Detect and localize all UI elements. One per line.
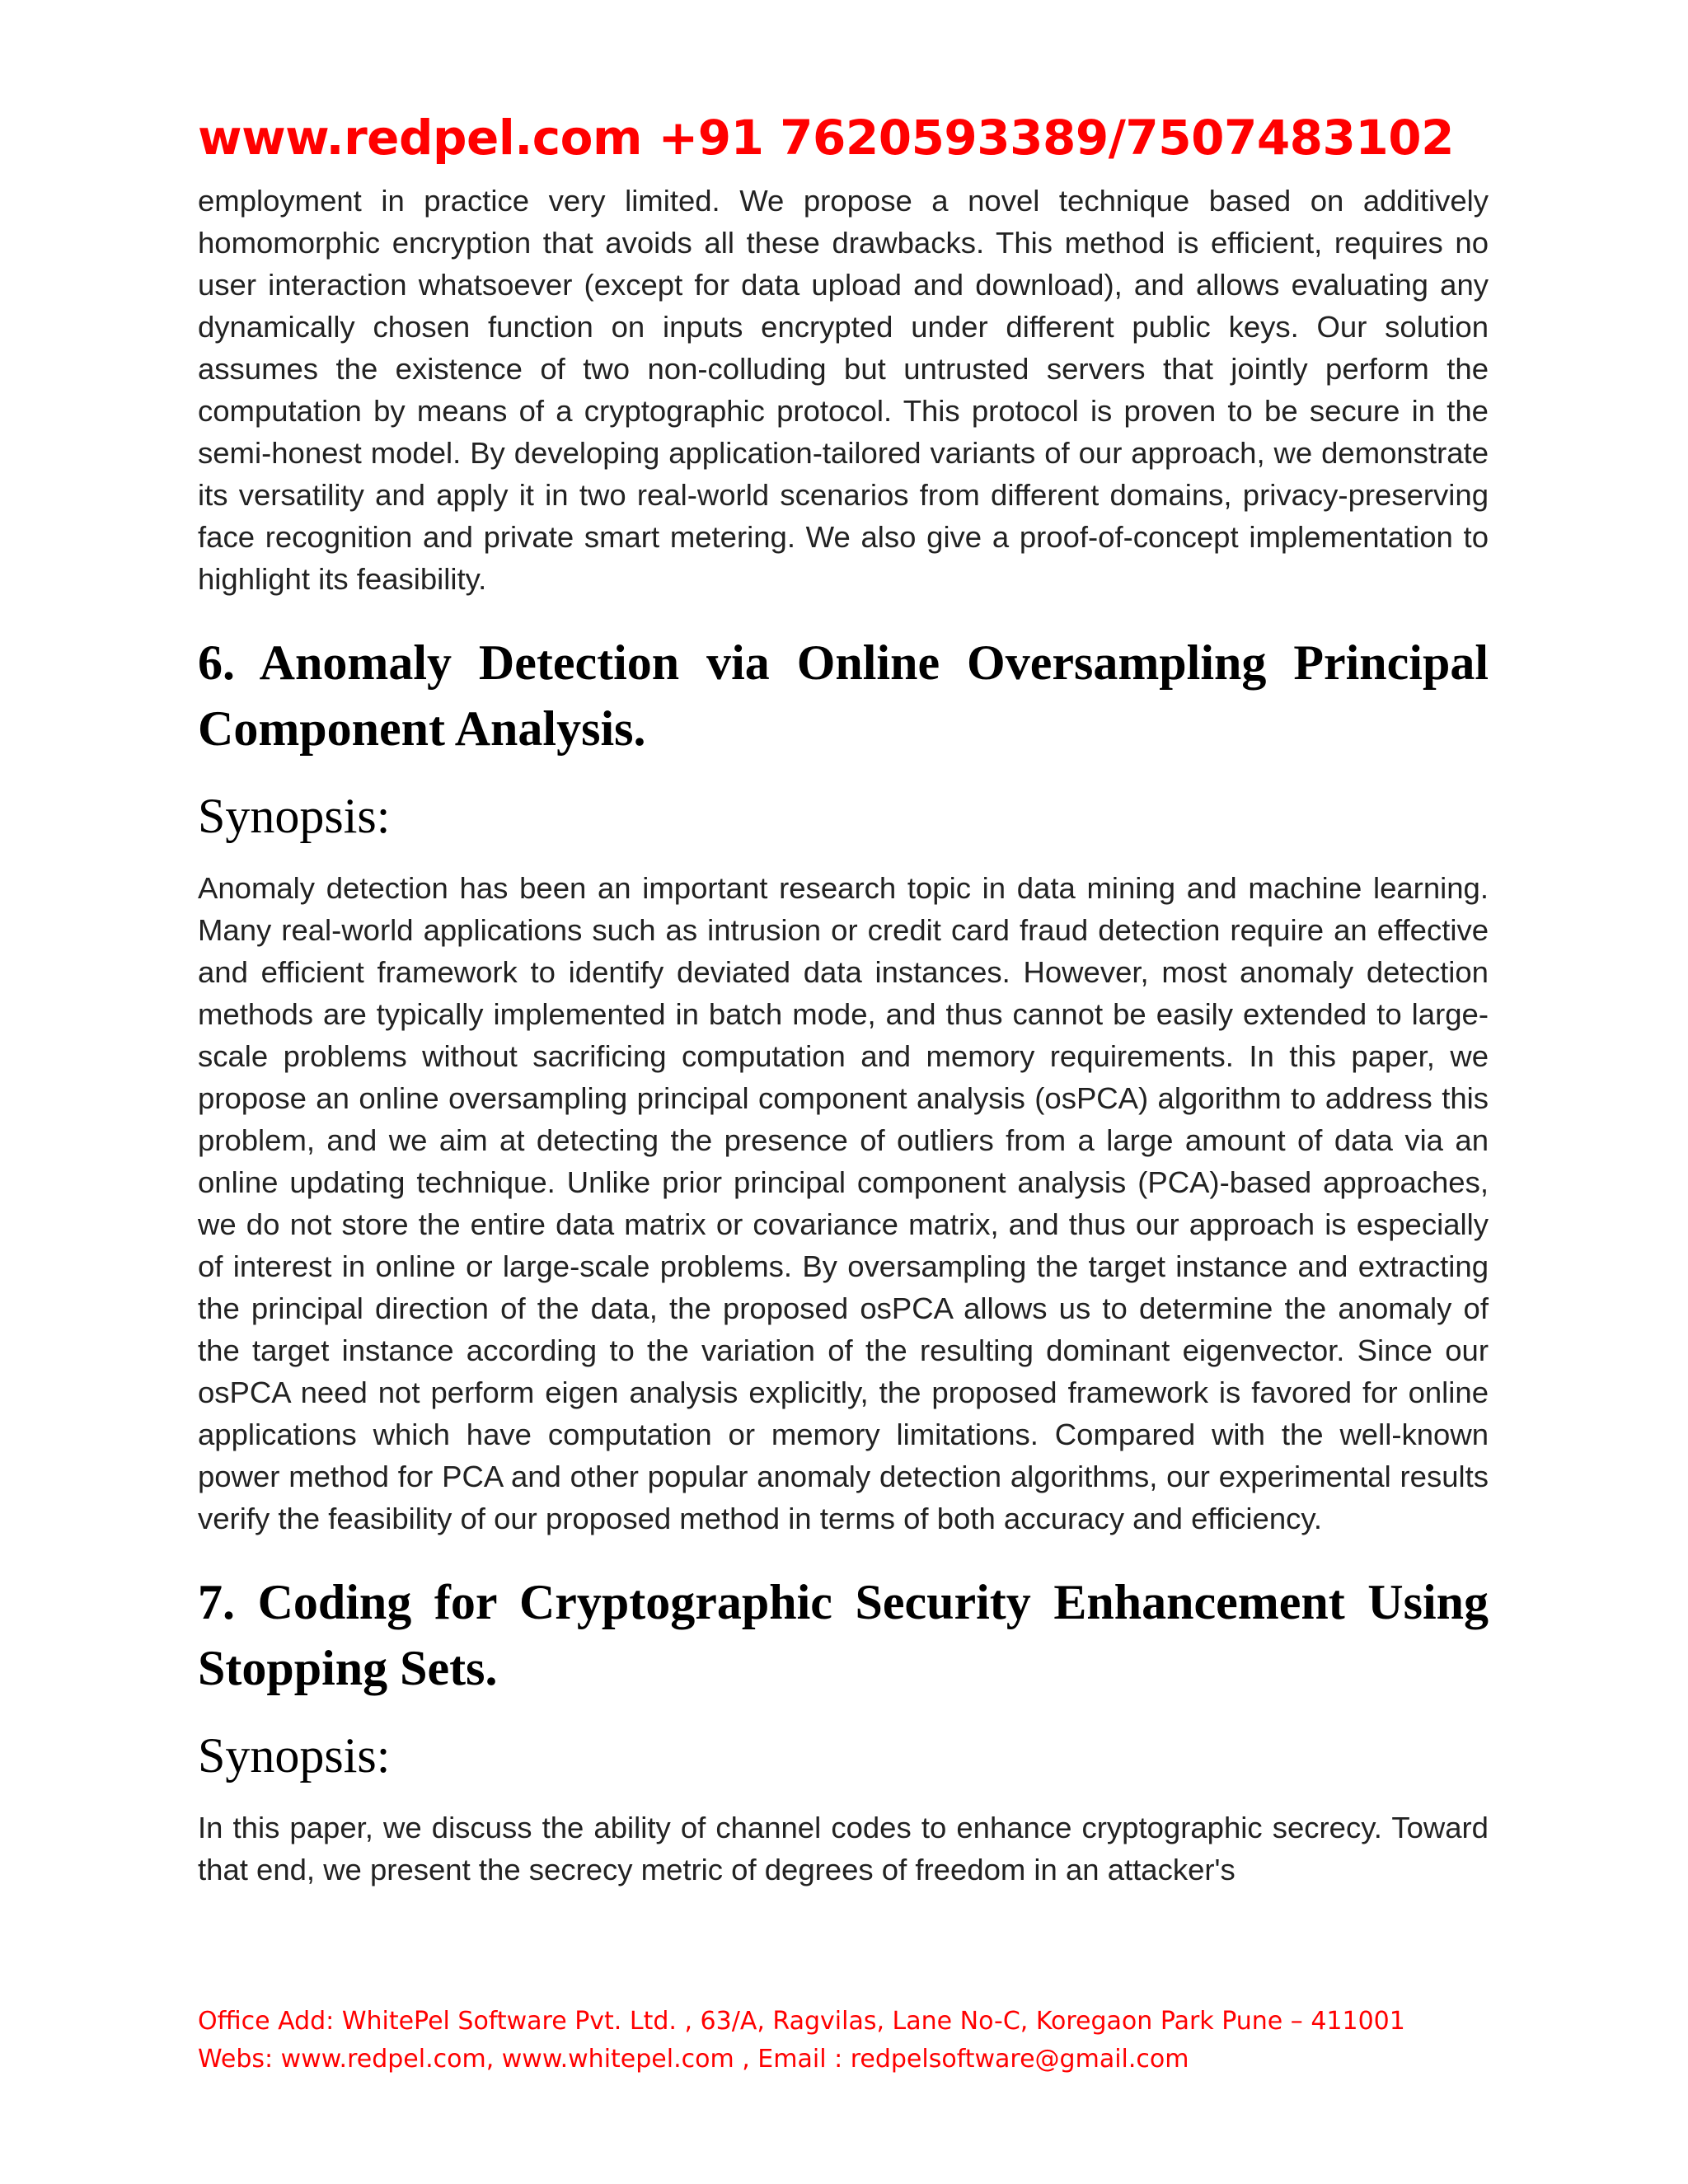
footer-address: Office Add: WhitePel Software Pvt. Ltd. , 63/A, Ragvilas, Lane No-C, Koregaon Park Pune – 411001 [198, 2007, 1405, 2036]
footer-webs: Webs: www.redpel.com, www.whitepel.com , Email : redpelsoftware@gmail.com [198, 2045, 1189, 2074]
page-footer [198, 2003, 1489, 2079]
section-7 [198, 1569, 1489, 1891]
section-body: Anomaly detection has been an important research topic in data mining and machine learning. Many real-world applications such as intrusion or credit card fraud detection require an effective and efficient framework to identify deviated data instances. However, most anomaly detection methods are typically implemented in batch mode, and thus cannot be easily extended to large-scale problems without sacrificing computation and memory requirements. In this paper, we propose an online oversampling principal component analysis (osPCA) algorithm to address this problem, and we aim at detecting the presence of outliers from a large amount of data via an online updating technique. Unlike prior principal component analysis (PCA)-based approaches, we do not store the entire data matrix or covariance matrix, and thus our approach is especially of interest in online or large-scale problems. By oversampling the target instance and extracting the principal direction of the data, the proposed osPCA allows us to determine the anomaly of the target instance according to the variation of the resulting dominant eigenvector. Since our osPCA need not perform eigen analysis explicitly, the proposed framework is favored for online applications which have computation or memory limitations. Compared with the well-known power method for PCA and other popular anomaly detection algorithms, our experimental results verify the feasibility of our proposed method in terms of both accuracy and efficiency. [198, 871, 1489, 1535]
synopsis-label: Synopsis: [198, 1728, 391, 1783]
header-contact: www.redpel.com +91 7620593389/7507483102 [198, 110, 1454, 166]
section-title: 6. Anomaly Detection via Online Oversampling Principal Component Analysis. [198, 635, 1489, 756]
section-6 [198, 630, 1489, 1540]
section-title: 7. Coding for Cryptographic Security Enhancement Using Stopping Sets. [198, 1575, 1489, 1695]
intro-paragraph: employment in practice very limited. We propose a novel technique based on additively homomorphic encryption that avoids all these drawbacks. This method is efficient, requires no user interaction whatsoever (except for data upload and download), and allows evaluating any dynamically chosen function on inputs encrypted under different public keys. Our solution assumes the existence of two non-colluding but untrusted servers that jointly perform the computation by means of a cryptographic protocol. This protocol is proven to be secure in the semi-honest model. By developing application-tailored variants of our approach, we demonstrate its versatility and apply it in two real-world scenarios from different domains, privacy-preserving face recognition and private smart metering. We also give a proof-of-concept implementation to highlight its feasibility. [198, 184, 1489, 596]
document-page [198, 99, 1489, 1891]
section-body: In this paper, we discuss the ability of channel codes to enhance cryptographic secrecy. Toward that end, we present the secrecy metric of degrees of freedom in an attacker's [198, 1811, 1489, 1886]
synopsis-label: Synopsis: [198, 789, 391, 843]
